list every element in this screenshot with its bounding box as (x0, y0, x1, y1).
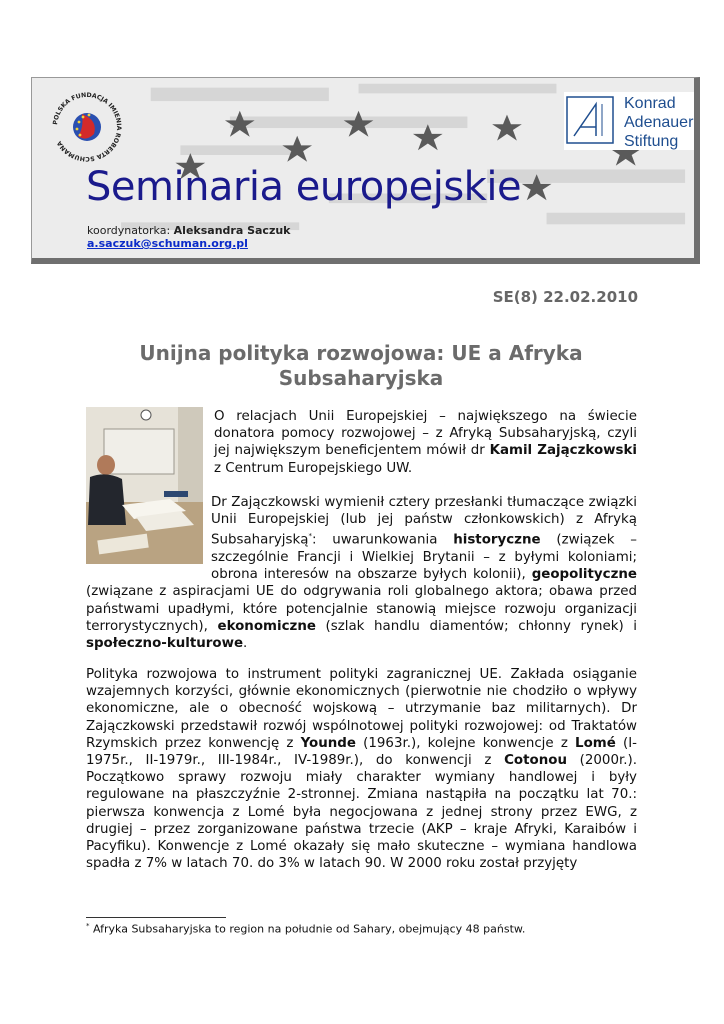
konrad-adenauer-stiftung-logo (564, 92, 699, 150)
premises-text-3: (związek – szczególnie Francji i Wielkiej Brytanii – z byłymi koloniami; obrona interesów na obszarze byłych kolonii), (211, 532, 637, 583)
premises-text-6: . (243, 636, 248, 652)
footnote-ref: * (308, 532, 312, 541)
policy-text-4: (2000r.). Początkowo sprawy rozwoju miały charakter wymiany handlowej i były regulowane na płaszczyźnie 2-stronnej. Zmiana nastąpiła na początku lat 70.: pierwsza konwencja z Lomé była negocjowana z jednej strony przez EWG, z drugiej – przez zorganizowane państwa trzecie (AKP – kraje Afryki, Karaibów i Pacyfiku). Konwencje z Lomé okazały się mało skuteczne – wymiana handlowa spadła z 7% w latach 70. do 3% w latach 90. W 2000 roku został przyjęty (86, 753, 637, 872)
footnote-mark: * (86, 922, 90, 930)
schuman-foundation-logo (44, 84, 130, 170)
term-cotonou: Cotonou (504, 753, 567, 769)
term-spoleczno-kulturowe: społeczno-kulturowe (86, 636, 244, 652)
coordinator-label: koordynatorka: (87, 224, 171, 237)
series-title: Seminaria europejskie (86, 164, 522, 210)
svg-text:POLSKA FUNDACJA IMIENIA ROBERT: POLSKA FUNDACJA IMIENIA ROBERTA SCHUMANA (52, 91, 123, 163)
photo-float-spacer (86, 494, 211, 581)
intro-text-1: O relacjach Unii Europejskiej – największego na świecie donatora pomocy rozwojowej – z Afryką Subsaharyjską, czyli jej największym beneficjentem mówił dr (214, 409, 637, 459)
paragraph-premises (86, 494, 637, 652)
premises-text-5: (szlak handlu diamentów; chłonny rynek) i (315, 618, 637, 634)
coordinator-name: Aleksandra Saczuk (173, 224, 291, 237)
term-younde: Younde (300, 735, 356, 751)
kas-logo-text (624, 94, 693, 151)
paragraph-intro (214, 408, 637, 477)
kas-line-2: Adenauer (624, 114, 694, 131)
footnote (86, 922, 525, 936)
intro-text-2: z Centrum Europejskiego UW. (214, 460, 413, 476)
footnote-separator (86, 917, 226, 918)
premises-text-2: : uwarunkowania (311, 532, 454, 548)
kas-logo-icon (566, 96, 614, 144)
term-historyczne: historyczne (453, 532, 541, 548)
term-geopolityczne: geopolityczne (531, 567, 637, 583)
premises-text-1: Dr Zajączkowski wymienił cztery przesłanki tłumaczące związki Unii Europejskiej (lub jej państw członkowskich) z Afryką Subsaharyjską (211, 495, 637, 548)
coordinator-line (87, 224, 291, 237)
policy-text-3: (I-1975r., II-1979r., III-1984r., IV-1989r.), do konwencji z (86, 735, 637, 769)
speaker-name: Kamil Zajączkowski (489, 443, 637, 459)
kas-line-1: Konrad (624, 95, 676, 112)
policy-text-2: (1963r.), kolejne konwencje z (355, 735, 576, 751)
document-code: SE(8) 22.02.2010 (492, 288, 638, 306)
footnote-text: Afryka Subsaharyjska to region na południe od Sahary, obejmujący 48 państw. (89, 922, 526, 936)
policy-text-1: Polityka rozwojowa to instrument polityki zagranicznej UE. Zakłada osiąganie wzajemnych korzyści, głównie ekonomicznych (pierwotnie nie chodziło o wpływy ekonomiczne, ale o obecność wojskową – utrzymanie baz militarnych). Dr Zajączkowski przedstawił rozwój wspólnotowej polityki rozwojowej: od Traktatów Rzymskich przez konwencję z (86, 667, 637, 751)
paragraph-policy (86, 666, 637, 872)
header-banner (31, 77, 700, 264)
premises-text-4: (związane z aspiracjami UE do odgrywania roli globalnego aktora; obawa przed państwami upadłymi, które potencjalnie stanowią miejsce rozwoju organizacji terrorystycznych), (86, 584, 637, 634)
term-ekonomiczne: ekonomiczne (217, 618, 316, 634)
document-title: Unijna polityka rozwojowa: UE a Afryka Subsaharyjska (139, 341, 583, 390)
kas-line-3: Stiftung (624, 133, 679, 150)
term-lome: Lomé (575, 735, 616, 751)
coordinator-email-link[interactable]: a.saczuk@schuman.org.pl (87, 237, 248, 250)
